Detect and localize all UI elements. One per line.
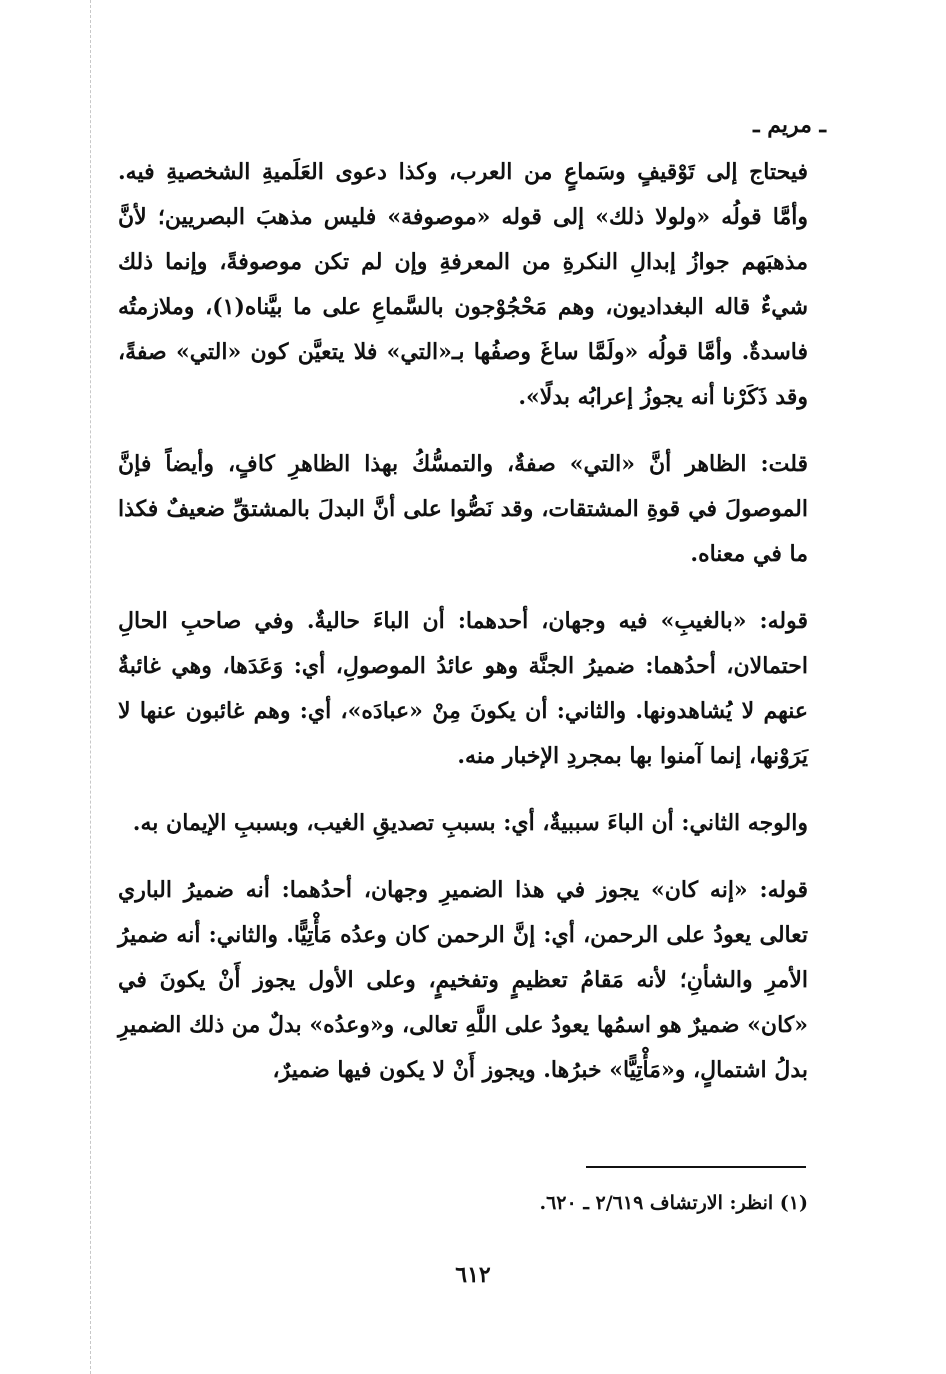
running-head: ـ مريم ـ — [753, 112, 826, 138]
paragraph-2: قلت: الظاهر أنَّ «التي» صفةٌ، والتمسُّكُ بهذا الظاهرِ كافٍ، وأيضاً فإنَّ الموصولَ في قوةِ المشتقات، وقد نَصُّوا على أنَّ البدلَ بالمشتقِّ ضعيفٌ فكذا ما في معناه. — [118, 451, 808, 567]
paragraph-4: والوجه الثاني: أن الباءَ سببيةٌ، أي: بسببِ تصديقِ الغيب، وبسببِ الإيمان به. — [132, 810, 808, 836]
main-text — [118, 150, 808, 1093]
paragraph-1: فيحتاج إلى تَوْقيفٍ وسَماعٍ من العرب، وكذا دعوى العَلَميةِ الشخصيةِ فيه. وأمَّا قولُه «ولولا ذلك» إلى قوله «موصوفة» فليس مذهبَ البصريين؛ لأنَّ مذهبَهم جوازُ إبدالِ النكرةِ من المعرفةِ وإن لم تكن موصوفةً، وإنما ذلك شيءٌ قاله البغداديون، وهم مَحْجُوْجون بالسَّماعِ على ما بيَّناه(١)، وملازمتُه فاسدةٌ. وأمَّا قولُه «ولَمَّا ساغَ وصفُها بـ«التي» فلا يتعيَّن كون «التي» صفةً، وقد ذَكَرْنا أنه يجوزُ إعرابُه بدلًا». — [118, 159, 809, 410]
paragraph-5: قوله: «إنه كان» يجوز في هذا الضميرِ وجهان، أحدُهما: أنه ضميرُ الباري تعالى يعودُ على الرحمن، أي: إنَّ الرحمن كان وعدُه مَأْتِيًّا. والثاني: أنه ضميرُ الأمرِ والشأنِ؛ لأنه مَقامُ تعظيمٍ وتفخيمٍ، وعلى الأول يجوز أَنْ يكونَ في «كان» ضميرٌ هو اسمُها يعودُ على اللَّهِ تعالى، و«وعدُه» بدلٌ من ذلك الضميرِ بدلُ اشتمالٍ، و«مَأْتِيًّا» خبرُها. ويجوز أَنْ لا يكون فيها ضميرٌ، — [118, 877, 808, 1083]
binding-fold-line — [90, 0, 91, 1374]
footnote: (١) انظر: الارتشاف ٢/٦١٩ ـ ٦٢٠. — [539, 1192, 808, 1214]
paragraph-3: قوله: «بالغيبِ» فيه وجهان، أحدهما: أن الباءَ حاليةٌ. وفي صاحبِ الحالِ احتمالان، أحدُهما: ضميرُ الجنَّة وهو عائدُ الموصولِ، أي: وَعَدَها، وهي غائبةٌ عنهم لا يُشاهدونها. والثاني: أن يكونَ مِنْ «عبادَه»، أي: وهم غائبون عنها لا يَرَوْنها، إنما آمنوا بها بمجردِ الإخبار منه. — [118, 608, 808, 769]
page-number: ٦١٢ — [455, 1262, 491, 1288]
footnote-divider — [586, 1166, 806, 1168]
